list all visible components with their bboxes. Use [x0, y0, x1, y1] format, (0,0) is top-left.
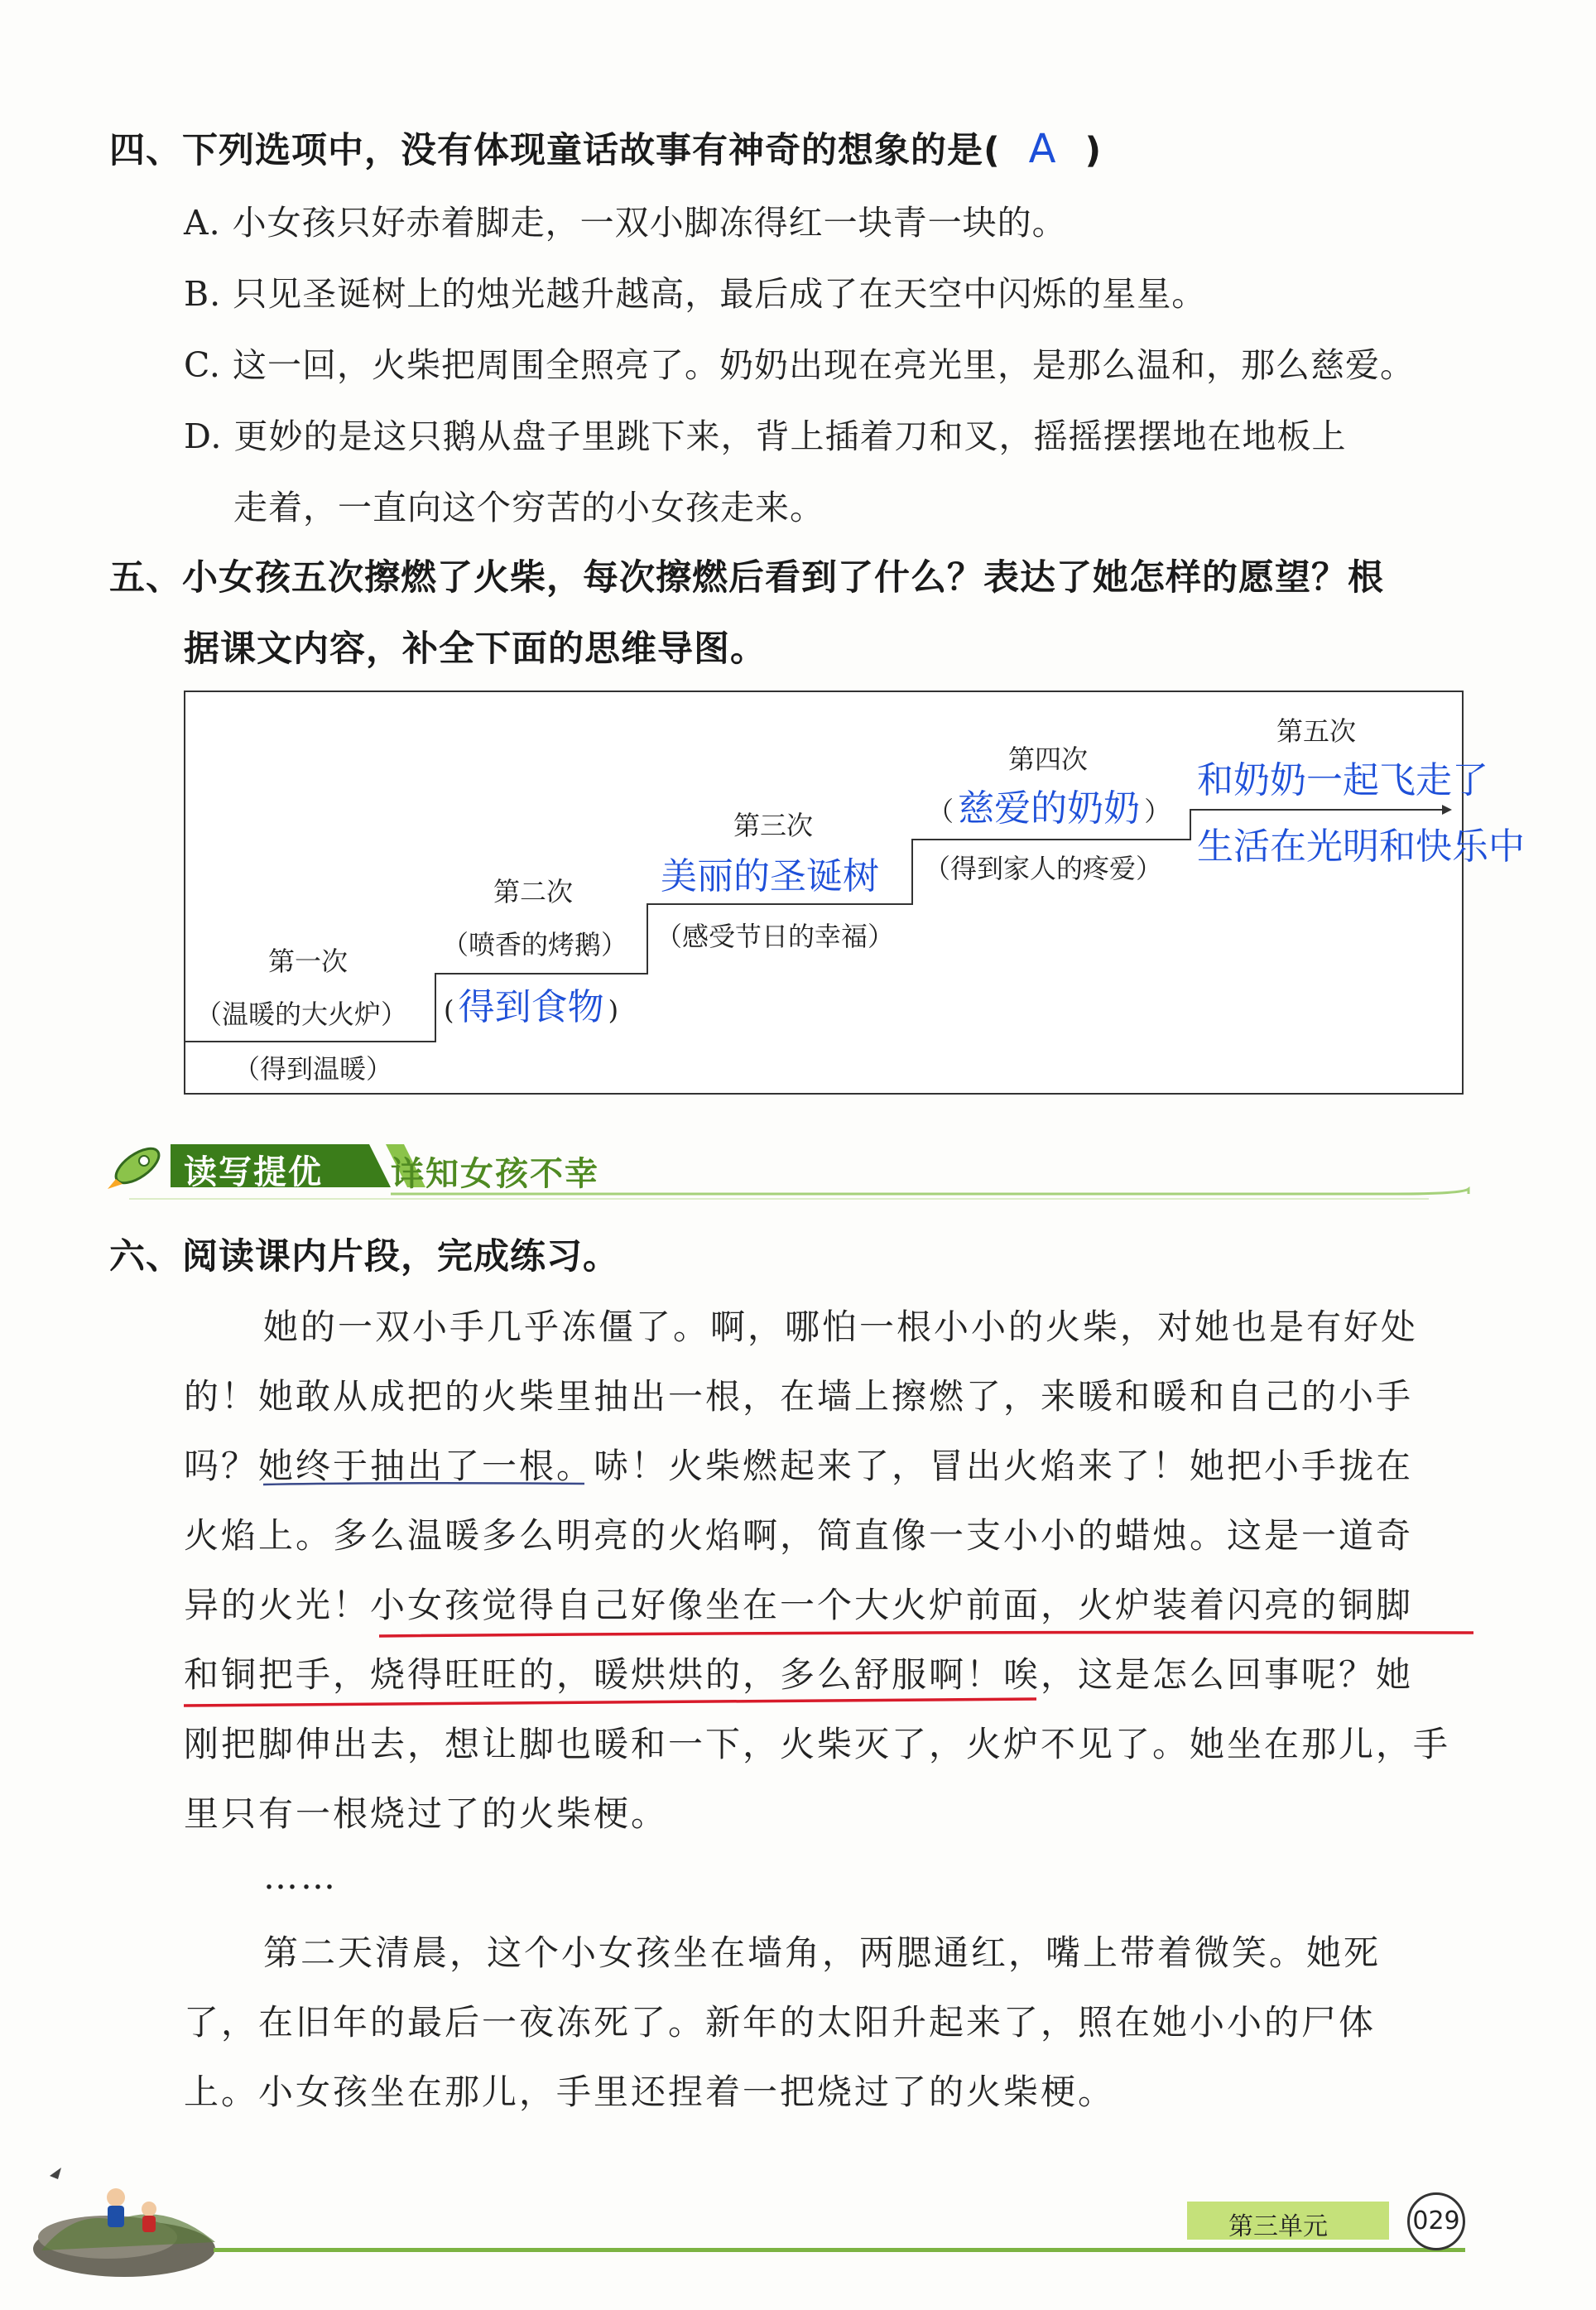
q4-option-a: A. 小女孩只好赤着脚走，一双小脚冻得红一块青一块的。 — [184, 203, 1067, 243]
step5-wish: 生活在光明和快乐中 — [1197, 825, 1525, 868]
step2-label: 第二次 — [493, 876, 574, 907]
footer-rule — [214, 2248, 1465, 2252]
q4-option-d: D. 更妙的是这只鹅从盘子里跳下来，背上插着刀和叉，摇摇摆摆地在地板上 — [184, 416, 1347, 456]
step3-label: 第三次 — [733, 810, 814, 841]
section-badge: 读写提优 — [184, 1153, 323, 1191]
passage-line-4: 火焰上。多么温暖多么明亮的火焰啊，简直像一支小小的蜡烛。这是一道奇 — [184, 1515, 1414, 1556]
step3-saw: 美丽的圣诞树 — [661, 855, 879, 898]
passage-line-3: 吗？她终于抽出了一根。哧！火柴燃起来了，冒出火焰来了！她把小手拢在 — [184, 1446, 1414, 1486]
q5-title-line2: 据课文内容，补全下面的思维导图。 — [184, 628, 767, 670]
page-number: 029 — [1407, 2192, 1465, 2250]
q4-title: 四、下列选项中，没有体现童话故事有神奇的想象的是( A ) — [109, 126, 1103, 172]
q4-option-d-cont: 走着，一直向这个穷苦的小女孩走来。 — [233, 488, 824, 527]
passage-line-6: 和铜把手，烧得旺旺的，暖烘烘的，多么舒服啊！唉，这是怎么回事呢？她 — [184, 1654, 1414, 1695]
step5-label: 第五次 — [1276, 715, 1357, 747]
passage-line-1: 她的一双小手几乎冻僵了。啊，哪怕一根小小的火柴，对她也是有好处 — [263, 1307, 1419, 1347]
step1-saw: （温暖的大火炉） — [195, 999, 408, 1030]
step2-wish-box: ( 得到食物 ) — [444, 986, 619, 1028]
passage-ellipsis: …… — [263, 1856, 338, 1897]
passage-line-8: 里只有一根烧过了的火柴梗。 — [184, 1793, 669, 1834]
climbers-illustration-icon — [25, 2151, 240, 2284]
underline-red-2 — [184, 1699, 1036, 1706]
passage-line-7: 刚把脚伸出去，想让脚也暖和一下，火柴灭了，火炉不见了。她坐在那儿，手 — [184, 1724, 1451, 1764]
passage-line-9: 第二天清晨，这个小女孩坐在墙角，两腮通红，嘴上带着微笑。她死 — [263, 1932, 1382, 1973]
underline-red-1 — [379, 1633, 1473, 1637]
step3-wish: （感受节日的幸福） — [656, 921, 895, 952]
passage-line-2: 的！她敢从成把的火柴里抽出一根，在墙上擦燃了，来暖和暖和自己的小手 — [184, 1376, 1414, 1417]
q5-title-line1: 五、小女孩五次擦燃了火柴，每次擦燃后看到了什么？表达了她怎样的愿望？根 — [109, 557, 1384, 599]
q4-option-c: C. 这一回，火柴把周围全照亮了。奶奶出现在亮光里，是那么温和，那么慈爱。 — [184, 345, 1415, 385]
q4-option-b: B. 只见圣诞树上的烛光越升越高，最后成了在天空中闪烁的星星。 — [184, 274, 1207, 314]
step1-label: 第一次 — [268, 946, 349, 977]
step5-saw: 和奶奶一起飞走了 — [1197, 759, 1488, 801]
step1-wish: （得到温暖） — [233, 1053, 393, 1085]
step4-saw: 慈爱的奶奶 — [958, 787, 1141, 830]
q4-answer: A — [1028, 126, 1057, 172]
section-subtitle: 详知女孩不幸 — [391, 1155, 599, 1193]
step2-saw: （喷香的烤鹅） — [442, 929, 628, 960]
passage-line-11: 上。小女孩坐在那儿，手里还捏着一把烧过了的火柴梗。 — [184, 2072, 1116, 2112]
step4-label: 第四次 — [1008, 744, 1089, 775]
step2-wish: 得到食物 — [458, 986, 604, 1028]
passage-line-10: 了，在旧年的最后一夜冻死了。新年的太阳升起来了，照在她小小的尸体 — [184, 2002, 1377, 2043]
step4-wish: （得到家人的疼爱） — [924, 853, 1163, 884]
underline-blue — [263, 1483, 584, 1485]
step4-saw-box: （ 慈爱的奶奶 ） — [927, 787, 1171, 830]
passage-line-5: 异的火光！小女孩觉得自己好像坐在一个大火炉前面，火炉装着闪亮的铜脚 — [184, 1585, 1414, 1625]
q6-title: 六、阅读课内片段，完成练习。 — [109, 1236, 619, 1278]
footer-unit: 第三单元 — [1228, 2212, 1328, 2241]
